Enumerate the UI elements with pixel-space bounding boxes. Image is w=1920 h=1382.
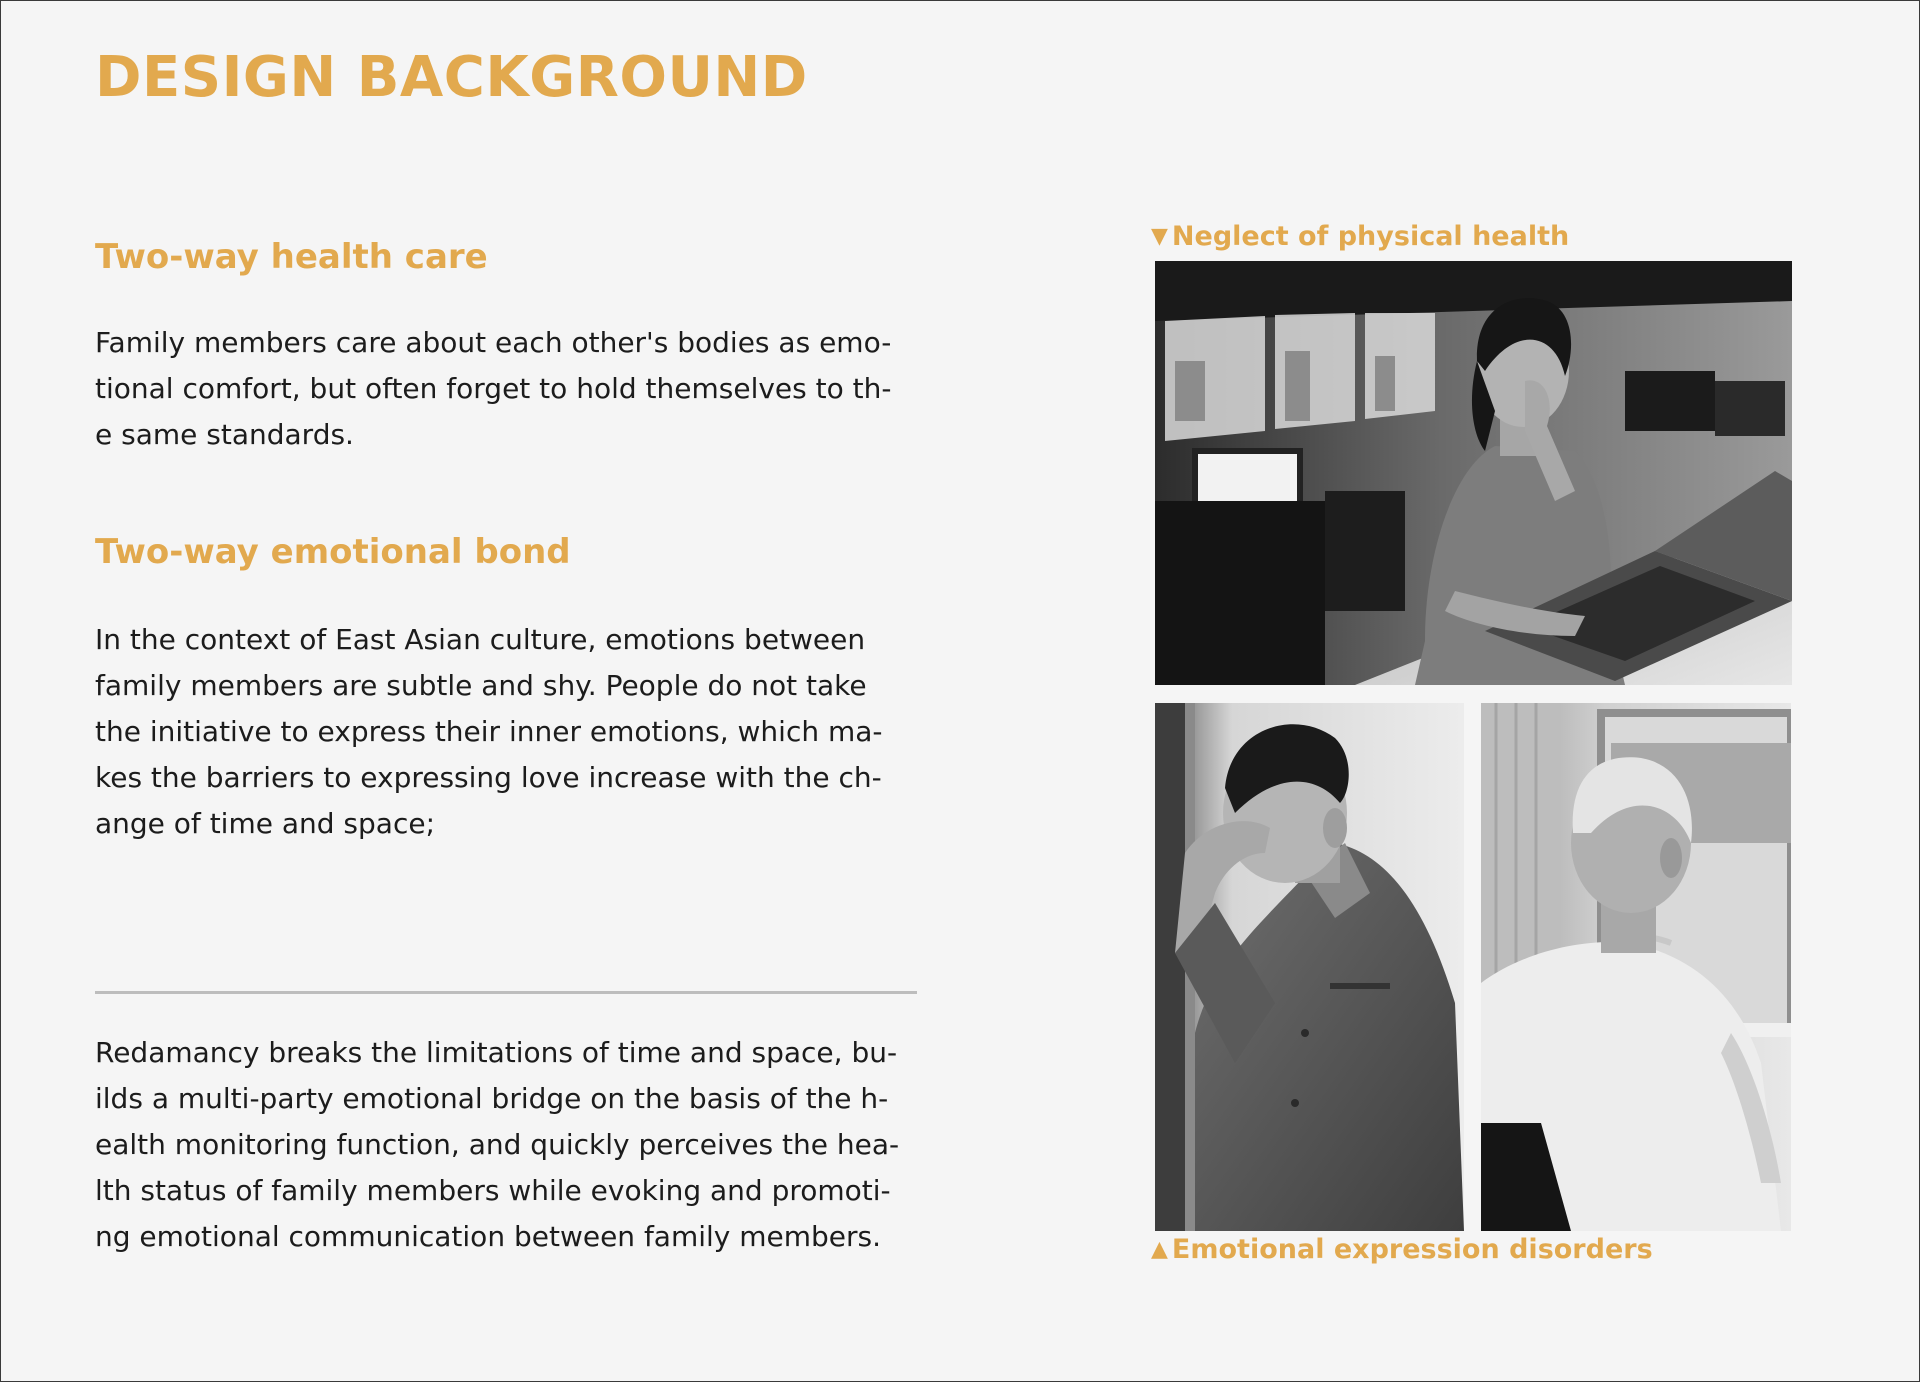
man-portrait-illustration [1155,703,1464,1231]
elderly-man-illustration [1481,703,1791,1231]
text-line: the initiative to express their inner emotions, which ma- [95,715,883,748]
text-line: ealth monitoring function, and quickly perceives the hea- [95,1128,900,1161]
caption-neglect-physical-health [1151,221,1569,252]
text-line: ange of time and space; [95,807,436,840]
page-title: DESIGN BACKGROUND [95,45,808,110]
text-line: ng emotional communication between family members. [95,1220,882,1253]
section-divider [95,991,917,994]
text-line: Redamancy breaks the limitations of time and space, bu- [95,1036,898,1069]
caption-text: Emotional expression disorders [1171,1234,1653,1265]
section-body-health-care [95,320,891,458]
section-body-emotional-bond [95,617,883,847]
text-line: lth status of family members while evoking and promoti- [95,1174,891,1207]
elderly-man-window-photo [1481,703,1791,1231]
text-line: ilds a multi-party emotional bridge on the basis of the h- [95,1082,889,1115]
triangle-down-icon: ▼ [1151,224,1168,249]
section-heading-emotional-bond: Two-way emotional bond [95,532,571,572]
woman-at-laptop-photo [1155,261,1792,685]
text-line: tional comfort, but often forget to hold themselves to th- [95,372,892,405]
caption-emotional-expression-disorders [1151,1234,1653,1265]
text-line: In the context of East Asian culture, emotions between [95,623,866,656]
text-line: family members are subtle and shy. People do not take [95,669,867,702]
caption-text: Neglect of physical health [1171,221,1570,252]
text-line: kes the barriers to expressing love increase with the ch- [95,761,882,794]
triangle-up-icon: ▲ [1151,1237,1168,1262]
text-line: Family members care about each other's bodies as emo- [95,326,892,359]
stressed-man-photo [1155,703,1464,1231]
summary-paragraph [95,1030,899,1260]
section-heading-health-care: Two-way health care [95,237,488,277]
office-scene-illustration [1155,261,1792,685]
text-line: e same standards. [95,418,354,451]
